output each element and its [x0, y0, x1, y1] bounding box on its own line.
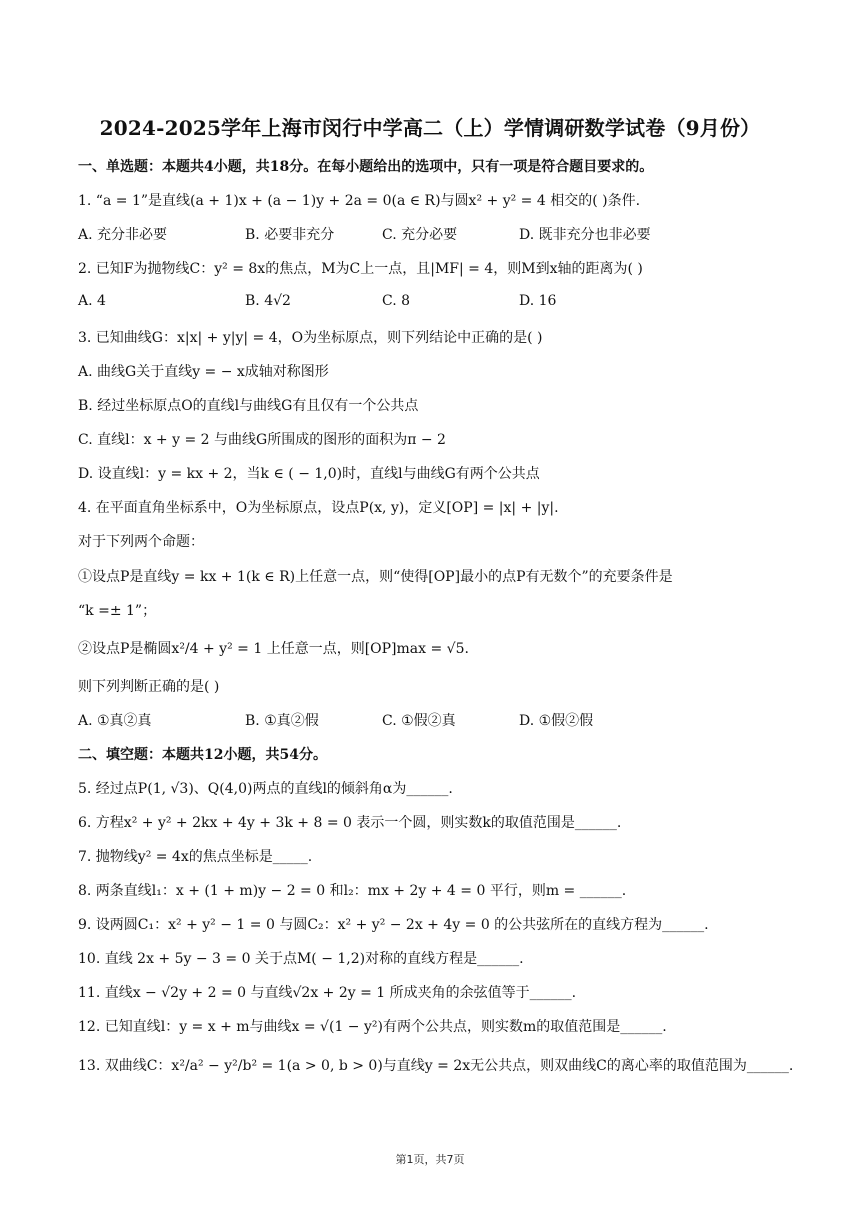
q4-option-a: A. ①真②真 — [78, 713, 152, 729]
question-4-proposition-1: ①设点P是直线y = kx + 1(k ∈ R)上任意一点，则“使得[OP]最小的点P有无数个”的充要条件是 — [78, 569, 673, 585]
q2-option-d: D. 16 — [519, 293, 557, 309]
q2-option-a: A. 4 — [78, 293, 106, 309]
q2-option-b: B. 4√2 — [245, 293, 291, 309]
question-3-stem: 3. 已知曲线G：x|x| + y|y| = 4，O为坐标原点，则下列结论中正确的是( ) — [78, 330, 543, 346]
section-heading-fill-in: 二、填空题：本题共12小题，共54分。 — [78, 747, 327, 763]
question-8: 8. 两条直线l₁：x + (1 + m)y − 2 = 0 和l₂：mx + 2y + 4 = 0 平行，则m = ______. — [78, 883, 627, 899]
q4-option-b: B. ①真②假 — [245, 713, 319, 729]
question-4-judge: 则下列判断正确的是( ) — [78, 679, 220, 695]
question-4-stem: 4. 在平面直角坐标系中，O为坐标原点，设点P(x, y)，定义[OP] = |x| + |y|. — [78, 500, 559, 516]
q4-option-d: D. ①假②假 — [519, 713, 594, 729]
q2-option-c: C. 8 — [382, 293, 411, 309]
question-10: 10. 直线 2x + 5y − 3 = 0 关于点M( − 1,2)对称的直线方程是______. — [78, 951, 524, 967]
question-5: 5. 经过点P(1, √3)、Q(4,0)两点的直线l的倾斜角α为______. — [78, 781, 453, 797]
question-4-proposition-2: ②设点P是椭圆x²/4 + y² = 1 上任意一点，则[OP]max = √5. — [78, 641, 469, 657]
section-heading-single-choice: 一、单选题：本题共4小题，共18分。在每小题给出的选项中，只有一项是符合题目要求的。 — [78, 159, 654, 175]
q1-option-a: A. 充分非必要 — [78, 227, 168, 243]
question-6: 6. 方程x² + y² + 2kx + 4y + 3k + 8 = 0 表示一个圆，则实数k的取值范围是______. — [78, 815, 622, 831]
page-footer: 第1页，共7页 — [395, 1153, 465, 1166]
question-11: 11. 直线x − √2y + 2 = 0 与直线√2x + 2y = 1 所成夹角的余弦值等于______. — [78, 985, 577, 1001]
q3-option-a: A. 曲线G关于直线y = − x成轴对称图形 — [78, 364, 329, 380]
q1-option-b: B. 必要非充分 — [245, 227, 335, 243]
question-12: 12. 已知直线l：y = x + m与曲线x = √(1 − y²)有两个公共点，则实数m的取值范围是______. — [78, 1019, 667, 1035]
question-2-stem: 2. 已知F为抛物线C：y² = 8x的焦点，M为C上一点，且|MF| = 4，则M到x轴的距离为( ) — [78, 261, 643, 277]
q1-option-c: C. 充分必要 — [382, 227, 458, 243]
question-1-stem: 1. “a = 1”是直线(a + 1)x + (a − 1)y + 2a = 0(a ∈ R)与圆x² + y² = 4 相交的( )条件. — [78, 193, 641, 209]
question-7: 7. 抛物线y² = 4x的焦点坐标是_____. — [78, 849, 313, 865]
exam-title: 2024-2025学年上海市闵行中学高二（上）学情调研数学试卷（9月份） — [99, 116, 761, 140]
q1-option-d: D. 既非充分也非必要 — [519, 227, 651, 243]
q3-option-b: B. 经过坐标原点O的直线l与曲线G有且仅有一个公共点 — [78, 398, 419, 414]
question-4-proposition-1-cont: “k =± 1”； — [78, 603, 157, 619]
q4-option-c: C. ①假②真 — [382, 713, 456, 729]
question-4-intro: 对于下列两个命题： — [78, 534, 204, 550]
question-13: 13. 双曲线C：x²/a² − y²/b² = 1(a > 0, b > 0)与直线y = 2x无公共点，则双曲线C的离心率的取值范围为______. — [78, 1058, 794, 1074]
q3-option-d: D. 设直线l：y = kx + 2，当k ∈ ( − 1,0)时，直线l与曲线G有两个公共点 — [78, 466, 540, 482]
q3-option-c: C. 直线l：x + y = 2 与曲线G所围成的图形的面积为π − 2 — [78, 432, 446, 448]
question-9: 9. 设两圆C₁：x² + y² − 1 = 0 与圆C₂：x² + y² − 2x + 4y = 0 的公共弦所在的直线方程为______. — [78, 917, 709, 933]
